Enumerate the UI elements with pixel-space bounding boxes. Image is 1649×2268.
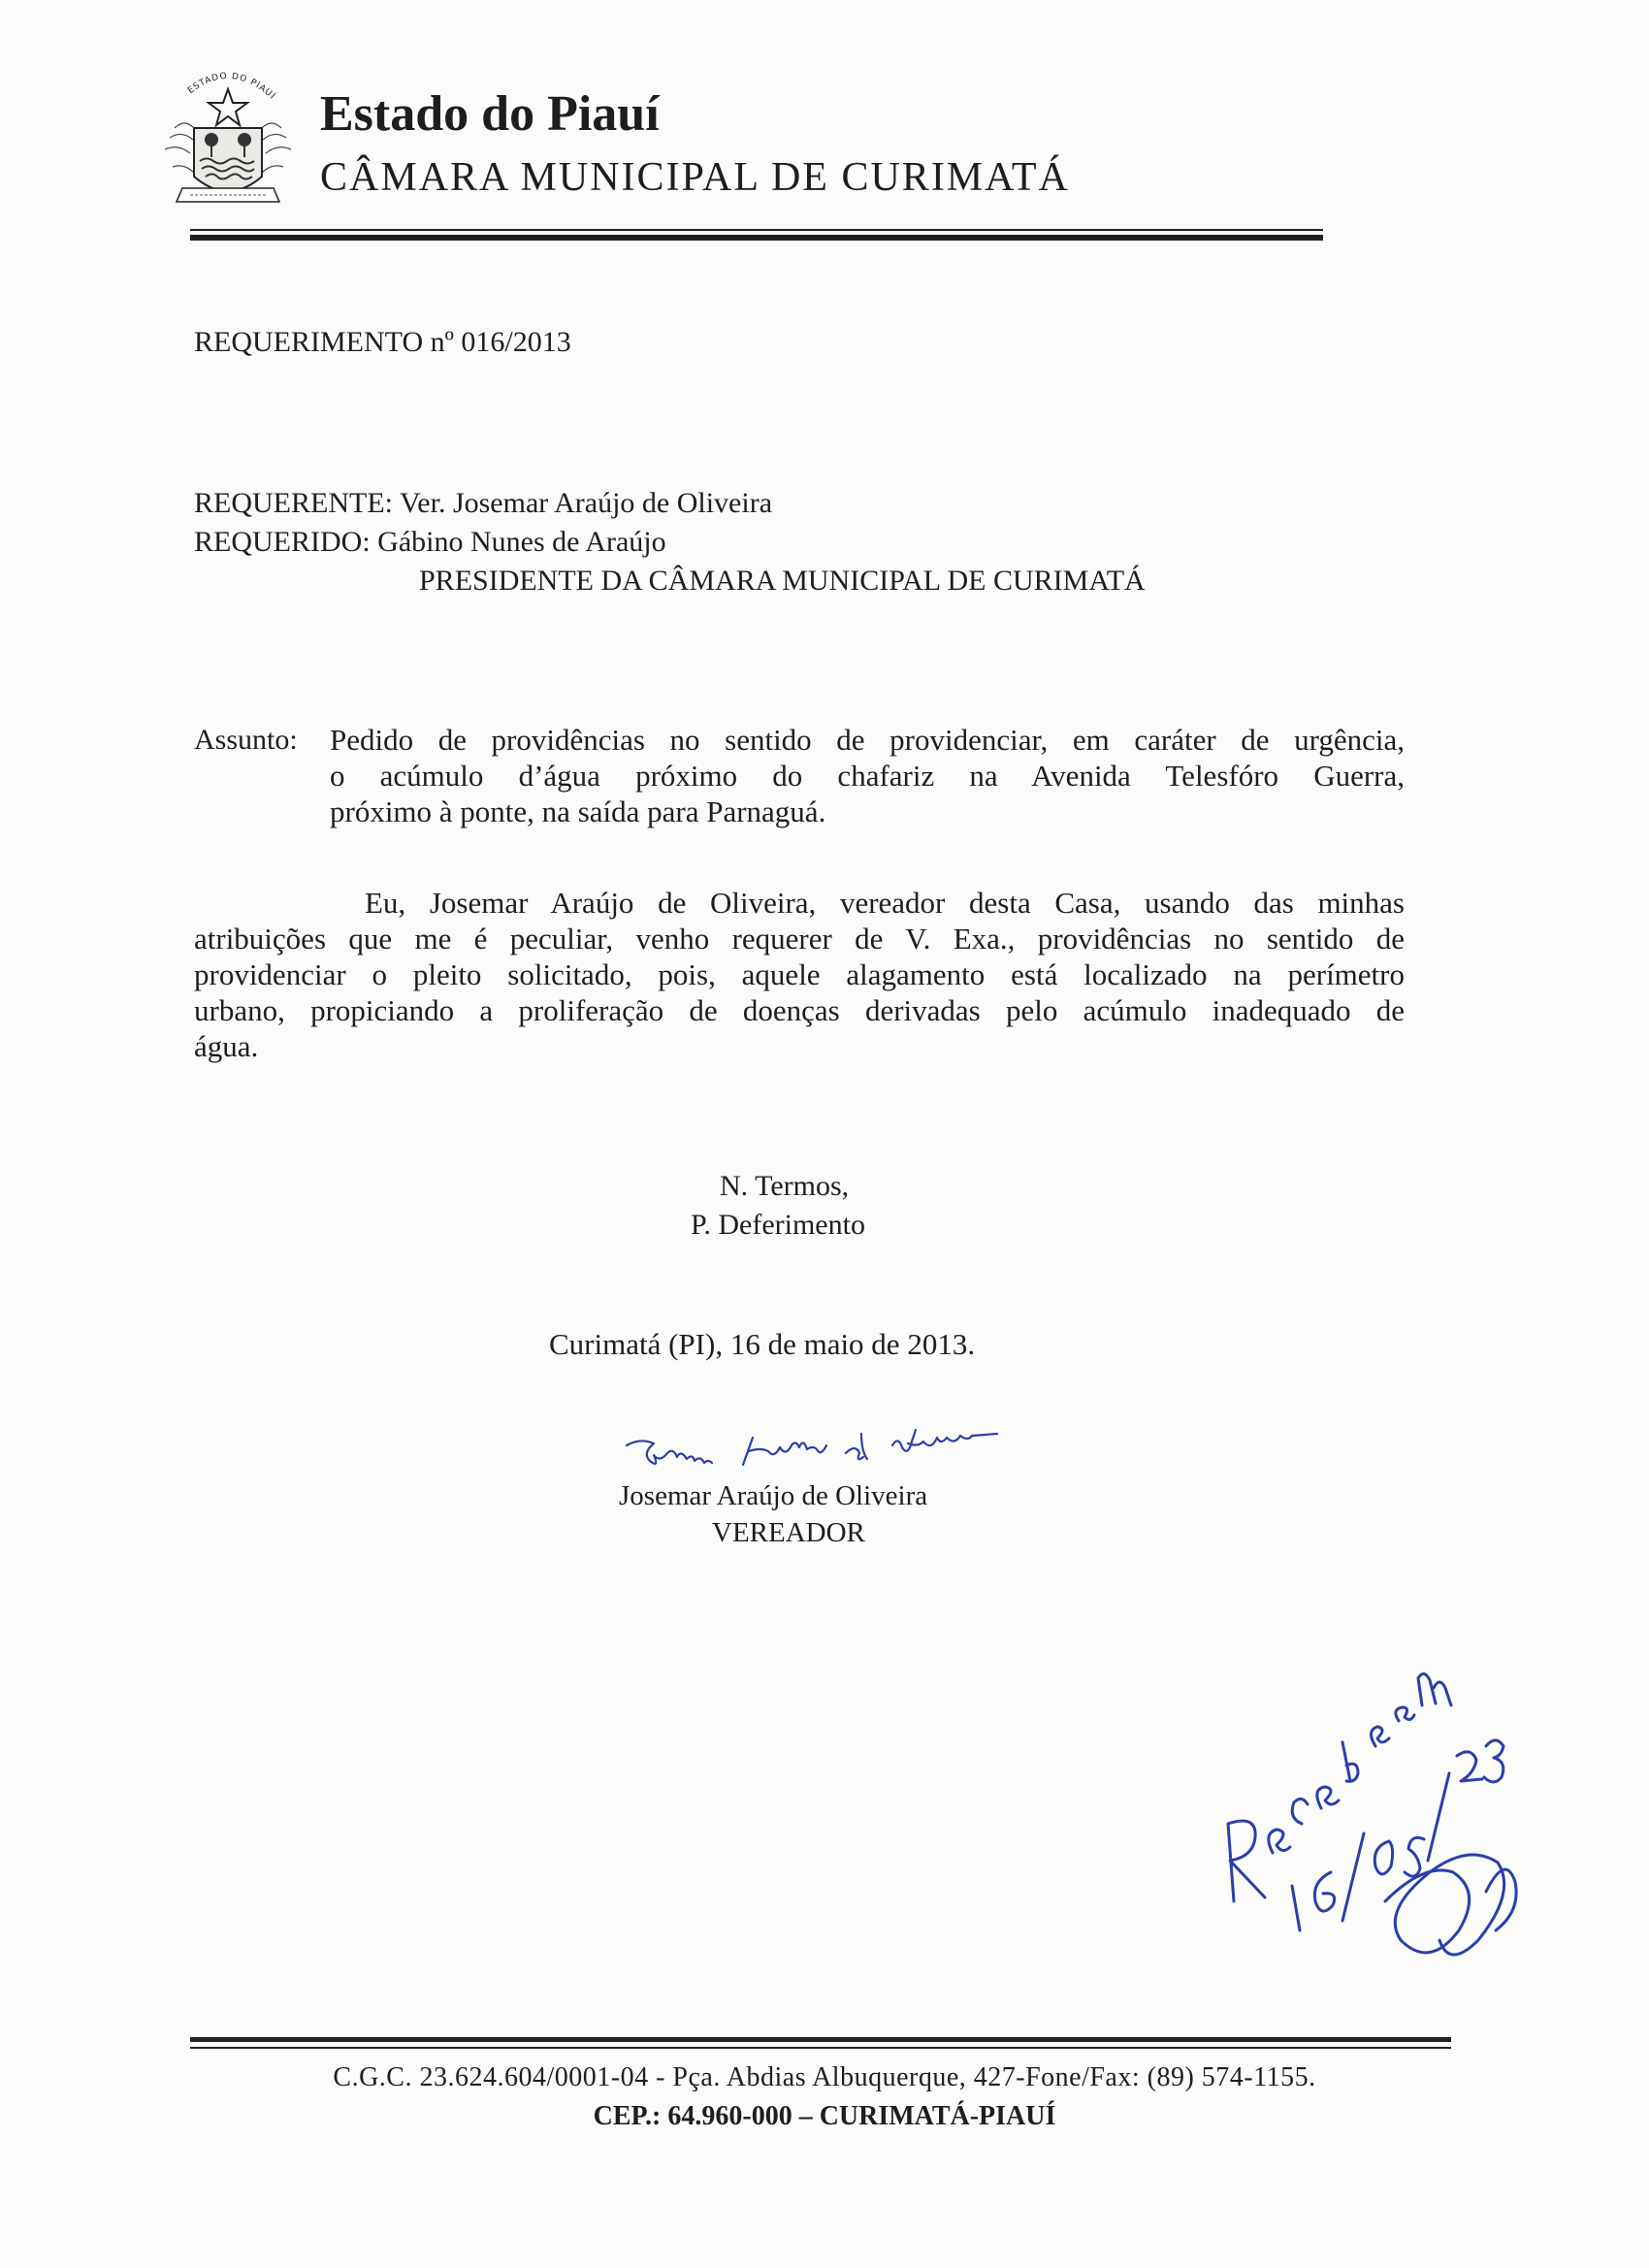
received-annotation (1195, 1610, 1564, 1989)
body-paragraph (194, 885, 1405, 1064)
seal-emblem-icon (155, 60, 301, 223)
subject-text (330, 722, 1405, 829)
footer-divider-thick (190, 2037, 1451, 2042)
chamber-name: CÂMARA MUNICIPAL DE CURIMATÁ (320, 155, 1070, 200)
handwritten-signature (617, 1424, 1121, 1482)
body-line: urbano, propiciando a proliferação de doenças derivadas pelo acúmulo inadequado de (194, 993, 1405, 1027)
state-seal-logo (155, 60, 301, 223)
svg-text:ESTADO DO PIAUÍ: ESTADO DO PIAUÍ (186, 71, 277, 103)
subject-line: o acúmulo d’água próximo do chafariz na Avenida Telesfóro Guerra, (330, 759, 1405, 793)
signer-role: VEREADOR (712, 1517, 865, 1548)
subject-line: próximo à ponte, na saída para Parnaguá. (330, 794, 826, 828)
place-date: Curimatá (PI), 16 de maio de 2013. (549, 1327, 976, 1361)
closing-terms: N. Termos, (720, 1170, 850, 1202)
requester-line (194, 489, 772, 518)
state-title: Estado do Piauí (320, 86, 660, 142)
document-reference: REQUERIMENTO nº 016/2013 (194, 326, 571, 358)
subject-line: Pedido de providências no sentido de providenciar, em caráter de urgência, (330, 723, 1405, 757)
body-line: providenciar o pleito solicitado, pois, aquele alagamento está localizado na perímetro (194, 957, 1405, 991)
requester-value: Ver. Josemar Araújo de Oliveira (399, 487, 773, 519)
body-line: água. (194, 1029, 259, 1063)
addressee-label: REQUERIDO: (194, 526, 371, 558)
body-line: atribuições que me é peculiar, venho requerer de V. Exa., providências no sentido de (194, 922, 1405, 956)
addressee-title: PRESIDENTE DA CÂMARA MUNICIPAL DE CURIMATÁ (419, 565, 1146, 597)
header-divider-thin (190, 229, 1323, 231)
received-handwriting-icon (1195, 1610, 1564, 1989)
signature-scribble-icon (617, 1424, 1121, 1482)
closing-deferment: P. Deferimento (691, 1209, 865, 1241)
addressee-value: Gábino Nunes de Araújo (377, 526, 666, 558)
footer-postal-code: CEP.: 64.960-000 – CURIMATÁ-PIAUÍ (593, 2101, 1056, 2131)
body-line: Eu, Josemar Araújo de Oliveira, vereador desta Casa, usando das minhas (365, 886, 1405, 920)
signer-name: Josemar Araújo de Oliveira (619, 1480, 928, 1511)
footer-divider-thin (190, 2047, 1451, 2049)
header-divider-thick (190, 235, 1323, 241)
subject-label: Assunto: (194, 724, 298, 756)
requester-label: REQUERENTE: (194, 487, 393, 519)
addressee-line (194, 528, 666, 557)
footer-address: C.G.C. 23.624.604/0001-04 - Pça. Abdias Albuquerque, 427-Fone/Fax: (89) 574-1155. (333, 2062, 1316, 2092)
